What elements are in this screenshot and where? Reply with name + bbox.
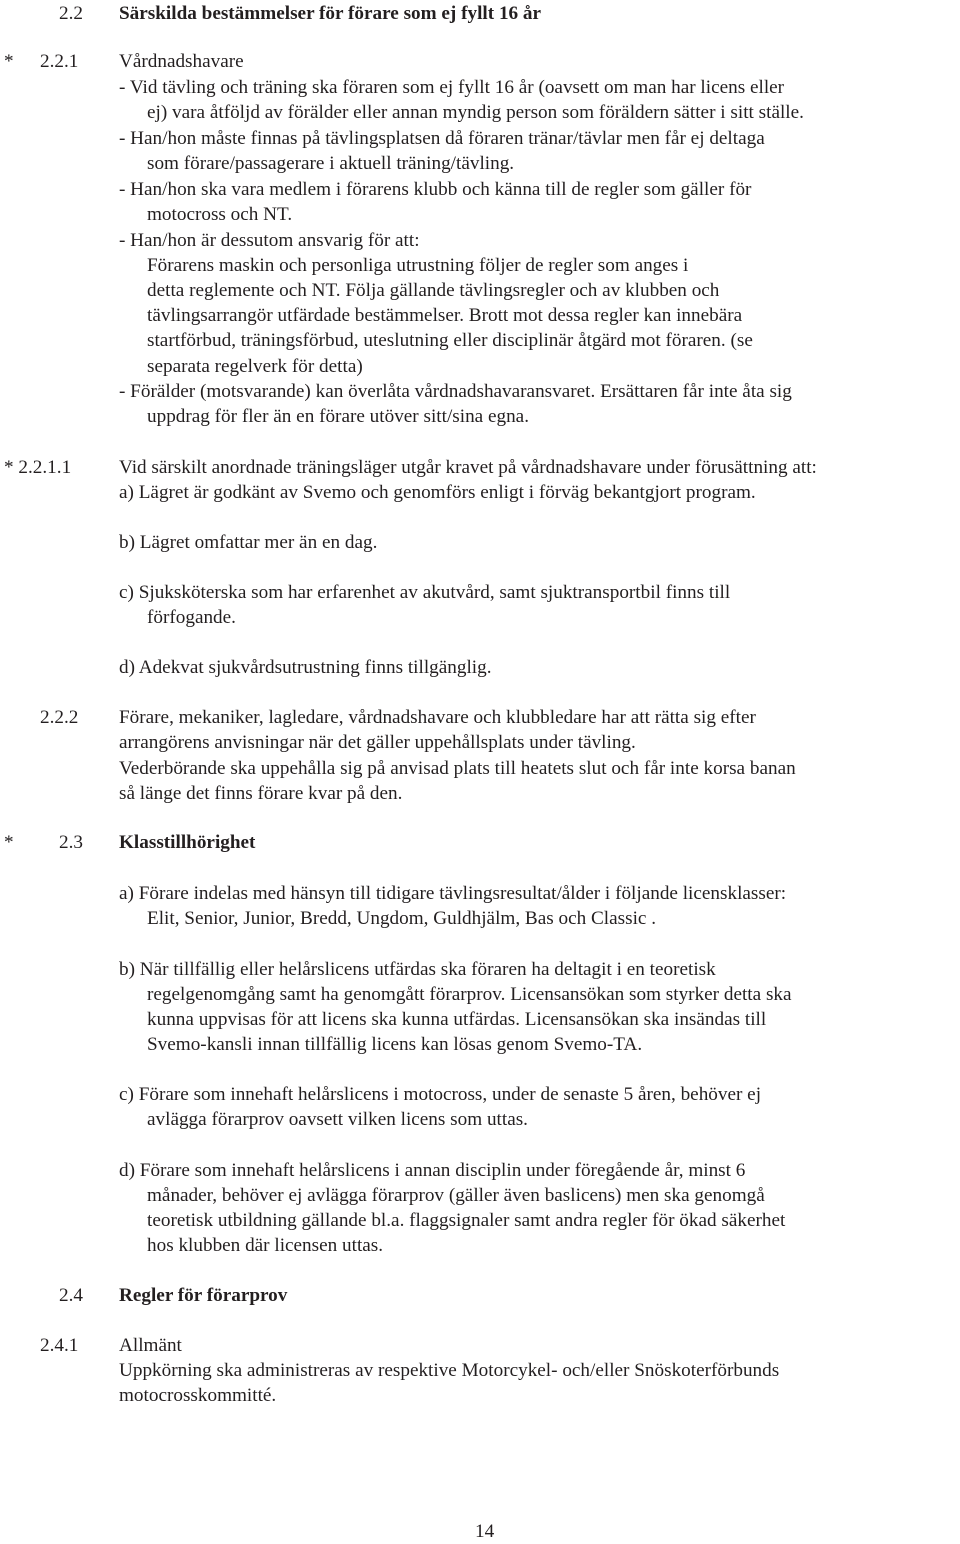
section-number: 2.4.1 [40, 1335, 79, 1356]
section-title: Vårdnadshavare [119, 51, 244, 72]
text-line: Förarens maskin och personliga utrustning följer de regler som anges i [147, 255, 689, 276]
section-number: 2.4 [59, 1285, 83, 1306]
text-line: hos klubben där licensen uttas. [147, 1235, 384, 1256]
text-line: Svemo-kansli innan tillfällig licens kan lösas genom Svemo-TA. [147, 1034, 643, 1055]
text-line: Uppkörning ska administreras av respektive Motorcykel- och/eller Snöskoterförbunds [119, 1360, 780, 1381]
text-line: Elit, Senior, Junior, Bredd, Ungdom, Guldhjälm, Bas och Classic . [147, 908, 657, 929]
text-line: - Förälder (motsvarande) kan överlåta vårdnadshavaransvaret. Ersättaren får inte åta sig [119, 381, 792, 402]
text-line: detta reglemente och NT. Följa gällande tävlingsregler och av klubben och [147, 280, 720, 301]
section-number: * 2.2.1.1 [4, 457, 72, 478]
text-line: förfogande. [147, 607, 236, 628]
text-line: d) Adekvat sjukvårdsutrustning finns tillgänglig. [119, 657, 492, 678]
text-line: d) Förare som innehaft helårslicens i annan disciplin under föregående år, minst 6 [119, 1160, 746, 1181]
text-line: kunna uppvisas för att licens ska kunna utfärdas. Licensansökan ska insändas till [147, 1009, 767, 1030]
section-title: Särskilda bestämmelser för förare som ej fyllt 16 år [119, 3, 542, 24]
text-line: motocrosskommitté. [119, 1385, 277, 1406]
text-line: - Han/hon ska vara medlem i förarens klubb och känna till de regler som gäller för [119, 179, 752, 200]
text-line: ej) vara åtföljd av förälder eller annan myndig person som föräldern sätter i sitt ställe. [147, 102, 804, 123]
text-line: uppdrag för fler än en förare utöver sitt/sina egna. [147, 406, 529, 427]
text-line: så länge det finns förare kvar på den. [119, 783, 403, 804]
text-line: regelgenomgång samt ha genomgått förarprov. Licensansökan som styrker detta ska [147, 984, 792, 1005]
section-number: 2.2.2 [40, 707, 79, 728]
text-line: teoretisk utbildning gällande bl.a. flaggsignaler samt andra regler för ökad säkerhet [147, 1210, 786, 1231]
text-line: startförbud, träningsförbud, uteslutning eller disciplinär åtgärd mot föraren. (se [147, 330, 753, 351]
text-line: a) Lägret är godkänt av Svemo och genomförs enligt i förväg bekantgjort program. [119, 482, 756, 503]
text-line: separata regelverk för detta) [147, 356, 363, 377]
text-line: Förare, mekaniker, lagledare, vårdnadshavare och klubbledare har att rätta sig efter [119, 707, 756, 728]
change-marker: * [4, 51, 14, 72]
page-number: 14 [475, 1521, 495, 1542]
text-line: c) Sjuksköterska som har erfarenhet av akutvård, samt sjuktransportbil finns till [119, 582, 731, 603]
text-line: - Han/hon måste finnas på tävlingsplatsen då föraren tränar/tävlar men får ej deltaga [119, 128, 765, 149]
text-line: som förare/passagerare i aktuell träning/tävling. [147, 153, 515, 174]
text-line: a) Förare indelas med hänsyn till tidigare tävlingsresultat/ålder i följande licensklasser: [119, 883, 787, 904]
text-line: avlägga förarprov oavsett vilken licens som uttas. [147, 1109, 528, 1130]
section-number: 2.2 [59, 3, 83, 24]
text-line: - Vid tävling och träning ska föraren som ej fyllt 16 år (oavsett om man har licens eller [119, 77, 785, 98]
text-line: b) Lägret omfattar mer än en dag. [119, 532, 378, 553]
text-line: Vid särskilt anordnade träningsläger utgår kravet på vårdnadshavare under förusättning att: [119, 457, 817, 478]
text-line: - Han/hon är dessutom ansvarig för att: [119, 230, 420, 251]
text-line: c) Förare som innehaft helårslicens i motocross, under de senaste 5 åren, behöver ej [119, 1084, 762, 1105]
text-line: arrangörens anvisningar när det gäller uppehållsplats under tävling. [119, 732, 636, 753]
section-title: Klasstillhörighet [119, 832, 256, 853]
section-title: Allmänt [119, 1335, 182, 1356]
change-marker: * [4, 832, 14, 853]
text-line: månader, behöver ej avlägga förarprov (gäller även baslicens) men ska genomgå [147, 1185, 765, 1206]
text-line: motocross och NT. [147, 204, 293, 225]
text-line: Vederbörande ska uppehålla sig på anvisad plats till heatets slut och får inte korsa banan [119, 758, 796, 779]
section-number: 2.3 [59, 832, 83, 853]
text-line: tävlingsarrangör utfärdade bestämmelser. Brott mot dessa regler kan innebära [147, 305, 743, 326]
section-number: 2.2.1 [40, 51, 79, 72]
section-title: Regler för förarprov [119, 1285, 288, 1306]
text-line: b) När tillfällig eller helårslicens utfärdas ska föraren ha deltagit i en teoretisk [119, 959, 716, 980]
